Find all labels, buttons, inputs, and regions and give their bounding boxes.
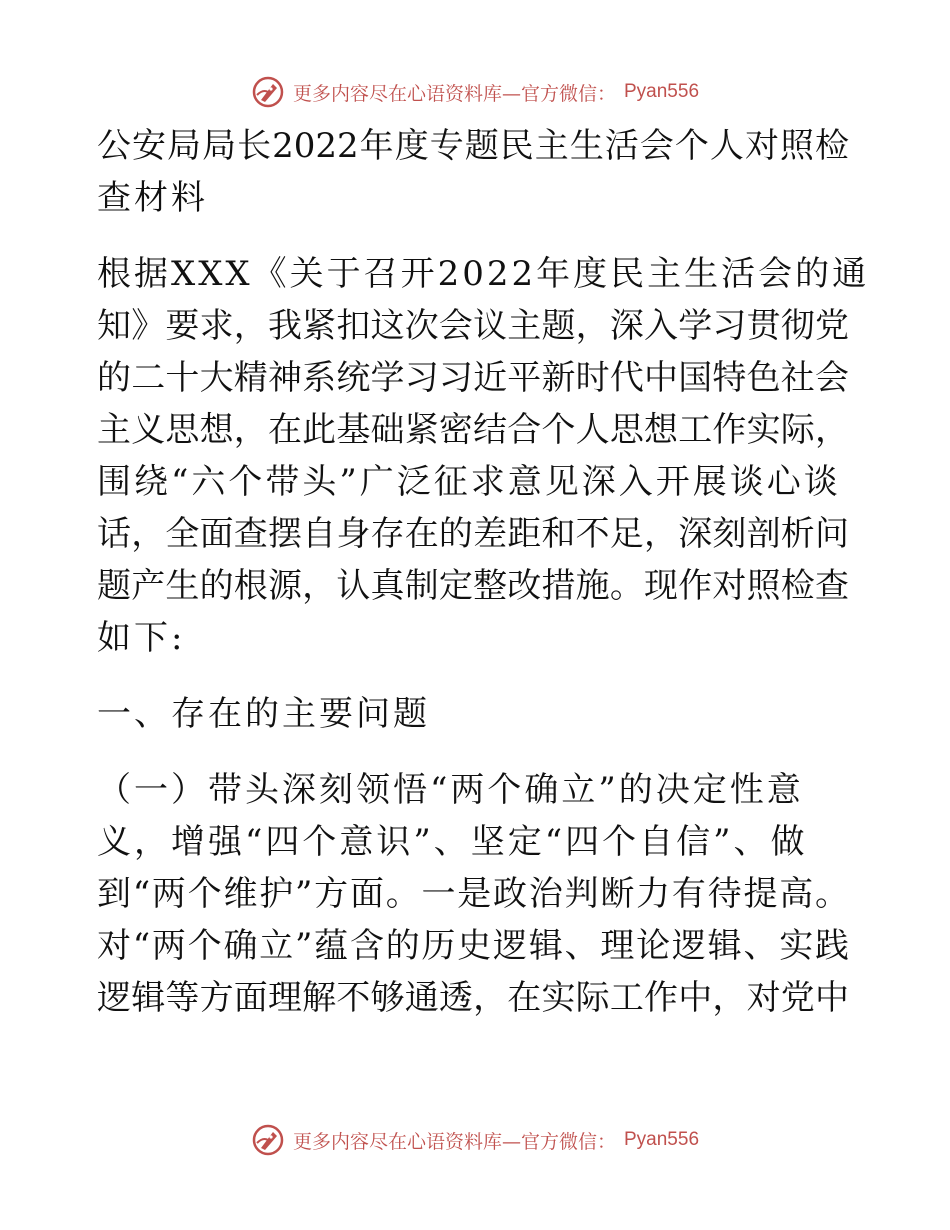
intro-line: 知》要求，我紧扣这次会议主题，深入学习贯彻党 (97, 306, 849, 346)
item-line: 到“两个维护”方面。一是政治判断力有待提高。 (97, 874, 849, 914)
watermark-text: 更多内容尽在心语资料库—官方微信： (292, 82, 616, 105)
item-line: 对“两个确立”蕴含的历史逻辑、理论逻辑、实践 (97, 926, 849, 966)
watermark-wechat-id: Pyan556 (624, 1129, 700, 1150)
intro-line: 主义思想，在此基础紧密结合个人思想工作实际， (97, 410, 849, 450)
intro-line: 题产生的根源，认真制定整改措施。现作对照检查 (97, 566, 849, 606)
intro-line: 根据XXX《关于召开2022年度民主生活会的通 (97, 254, 870, 294)
item-line: 义，增强“四个意识”、坚定“四个自信”、做 (97, 822, 808, 862)
header-watermark (0, 72, 950, 112)
watermark-wechat-id: Pyan556 (624, 81, 700, 102)
document-title-line-1: 公安局局长2022年度专题民主生活会个人对照检 (97, 126, 849, 166)
intro-line: 围绕“六个带头”广泛征求意见深入开展谈心谈 (97, 462, 841, 502)
pen-nib-logo-icon (251, 1123, 285, 1157)
watermark-text: 更多内容尽在心语资料库—官方微信： (292, 1130, 616, 1153)
intro-line: 话，全面查摆自身存在的差距和不足，深刻剖析问 (97, 514, 849, 554)
item-line: 逻辑等方面理解不够通透，在实际工作中，对党中 (97, 978, 849, 1018)
paragraph-gap (97, 664, 849, 688)
intro-line: 的二十大精神系统学习习近平新时代中国特色社会 (97, 358, 849, 398)
section-heading: 一、存在的主要问题 (97, 694, 430, 734)
footer-watermark (0, 1120, 950, 1160)
intro-line: 如下: (97, 618, 186, 658)
paragraph-gap (97, 224, 849, 248)
item-line: （一）带头深刻领悟“两个确立”的决定性意 (97, 770, 804, 810)
paragraph-gap (97, 740, 849, 764)
document-body (97, 120, 870, 1024)
pen-nib-logo-icon (251, 75, 285, 109)
document-title-line-2: 查材料 (97, 178, 208, 218)
